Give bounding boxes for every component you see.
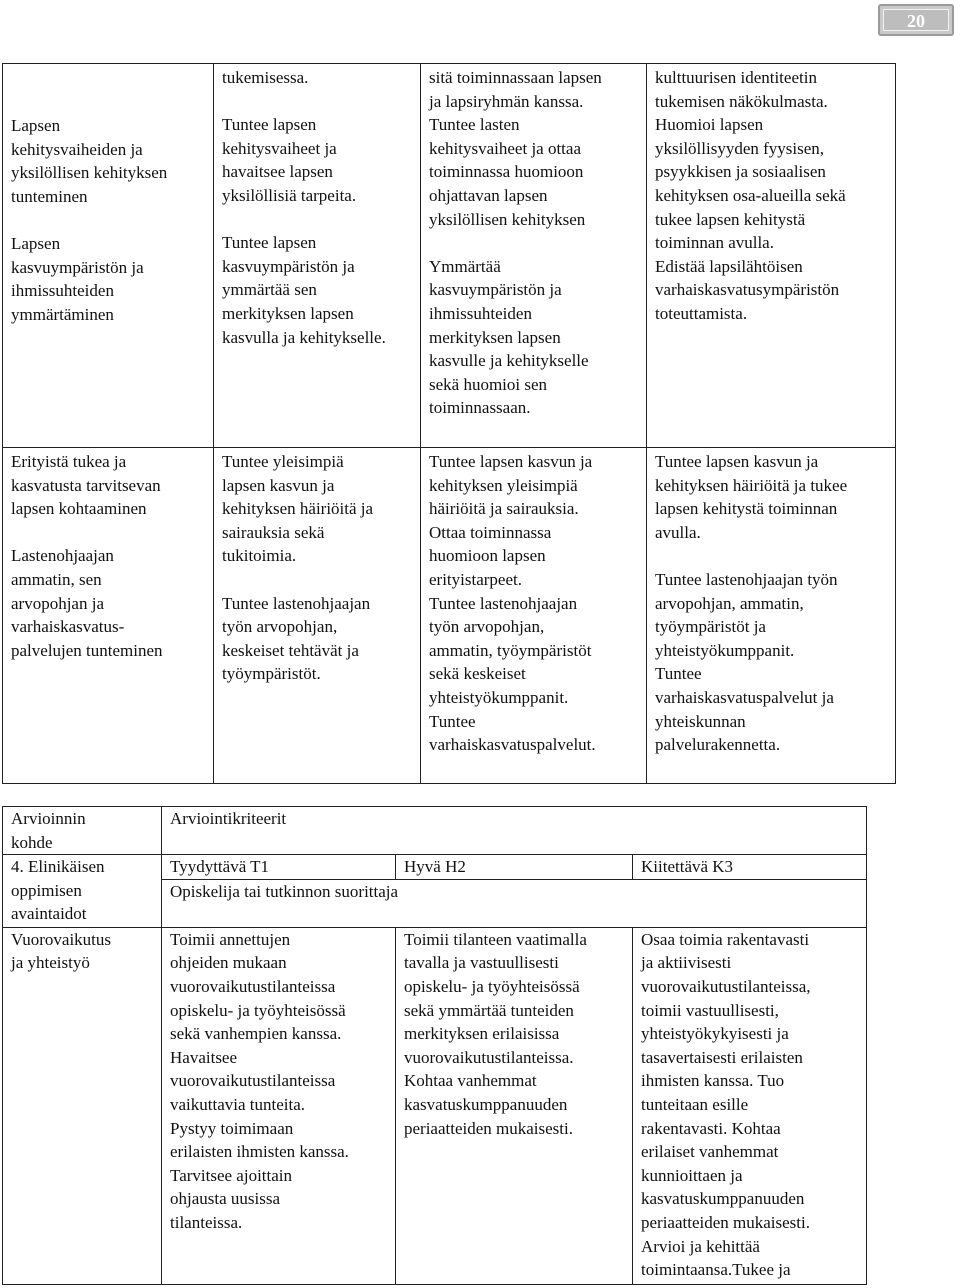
t1-criteria: Toimii annettujen ohjeiden mukaan vuorovaikutustilanteissa opiskelu- ja työyhteisössä sekä vanhempien kanssa. Havaitsee vuorovaikutustilanteissa vaikuttavia tunteita. Pystyy toimimaan erilaisten ihmisten kanssa. Tarvitsee ajoittain ohjausta uusissa tilanteissa. [162,927,396,1284]
cell-text: Tuntee yleisimpiä lapsen kasvun ja kehityksen häiriöitä ja sairauksia sekä tukitoimia. Tuntee lastenohjaajan työn arvopohjan, keskeiset tehtävät ja työympäristöt. [222,452,374,684]
table-cell [421,64,647,448]
row-label: Vuorovaikutus ja yhteistyö [3,927,162,1284]
table-row [3,448,896,784]
grade-t1-header: Tyydyttävä T1 [162,855,396,880]
cell-text: Tuntee lapsen kasvun ja kehityksen häiriöitä ja tukee lapsen kehitystä toiminnan avulla. Tuntee lastenohjaajan työn arvopohjan, ammatin, työympäristöt ja yhteistyökumppanit. Tuntee varhaiskasvatuspalvelut ja yhteiskunnan palvelurakennetta. [655,452,848,755]
h2-criteria: Toimii tilanteen vaatimalla tavalla ja vastuullisesti opiskelu- ja työyhteisössä sekä ymmärtää tunteiden merkityksen erilaisissa vuorovaikutustilanteissa. Kohtaa vanhemmat kasvatuskumppanuuden periaatteiden mukaisesti. [396,927,633,1284]
grade-k3-header: Kiitettävä K3 [633,855,867,880]
table-row [3,855,867,880]
cell-text: Tuntee lapsen kasvun ja kehityksen yleisimpiä häiriöitä ja sairauksia. Ottaa toiminnassa huomioon lapsen erityistarpeet. Tuntee lastenohjaajan työn arvopohjan, ammatin, työympäristöt sekä keskeiset yhteistyökumppanit. Tuntee varhaiskasvatuspalvelut. [429,452,596,755]
assessment-target-header: Arvioinnin kohde [3,807,162,855]
k3-criteria: Osaa toimia rakentavasti ja aktiivisesti vuorovaikutustilanteissa, toimii vastuullisesti, yhteistyökykyisesti ja tasavertaisesti erilaisten ihmisten kanssa. Tuo tunteitaan esille rakentavasti. Kohtaa erilaiset vanhemmat kunnioittaen ja kasvatuskumppanuuden periaatteiden mukaisesti. Arvioi ja kehittää toimintaansa.Tukee ja [633,927,867,1284]
table-cell [421,448,647,784]
cell-text: kulttuurisen identiteetin tukemisen näkökulmasta. Huomioi lapsen yksilöllisyyden fyysisen, psyykkisen ja sosiaalisen kehityksen osa-alueilla sekä tukee lapsen kehitystä toiminnan avulla. Edistää lapsilähtöisen varhaiskasvatusympäristön toteuttamista. [655,68,846,323]
table-row [3,807,867,855]
table-row [3,64,896,448]
assessment-criteria-header: Arviointikriteerit [162,807,867,855]
performer-label: Opiskelija tai tutkinnon suorittaja [162,879,867,927]
grade-h2-header: Hyvä H2 [396,855,633,880]
table-cell [3,448,214,784]
table-row [3,927,867,1284]
table-cell [647,448,896,784]
table-cell [3,64,214,448]
table-cell [214,64,421,448]
table-cell [647,64,896,448]
cell-text: tukemisessa. Tuntee lapsen kehitysvaiheet ja havaitsee lapsen yksilöllisiä tarpeita. Tuntee lapsen kasvuympäristön ja ymmärtää sen merkityksen lapsen kasvulla ja kehitykselle. [222,68,386,347]
table-cell [214,448,421,784]
assessment-table [2,806,867,1285]
section-label: 4. Elinikäisen oppimisen avaintaidot [3,855,162,928]
cell-text: sitä toiminnassaan lapsen ja lapsiryhmän kanssa. Tuntee lasten kehitysvaiheet ja ottaa toiminnassa huomioon ohjattavan lapsen yksilöllisen kehityksen Ymmärtää kasvuympäristön ja ihmissuhteiden merkityksen lapsen kasvulle ja kehitykselle sekä huomioi sen toiminnassaan. [429,68,602,418]
page-number: 20 [883,9,949,31]
competence-table [2,63,896,784]
cell-text: Lapsen kehitysvaiheiden ja yksilöllisen kehityksen tunteminen Lapsen kasvuympäristön ja ihmissuhteiden ymmärtäminen [11,116,168,324]
cell-text: Erityistä tukea ja kasvatusta tarvitsevan lapsen kohtaaminen Lastenohjaajan ammatin, sen arvopohjan ja varhaiskasvatus- palvelujen tunteminen [11,452,163,660]
page-number-badge [878,4,954,36]
